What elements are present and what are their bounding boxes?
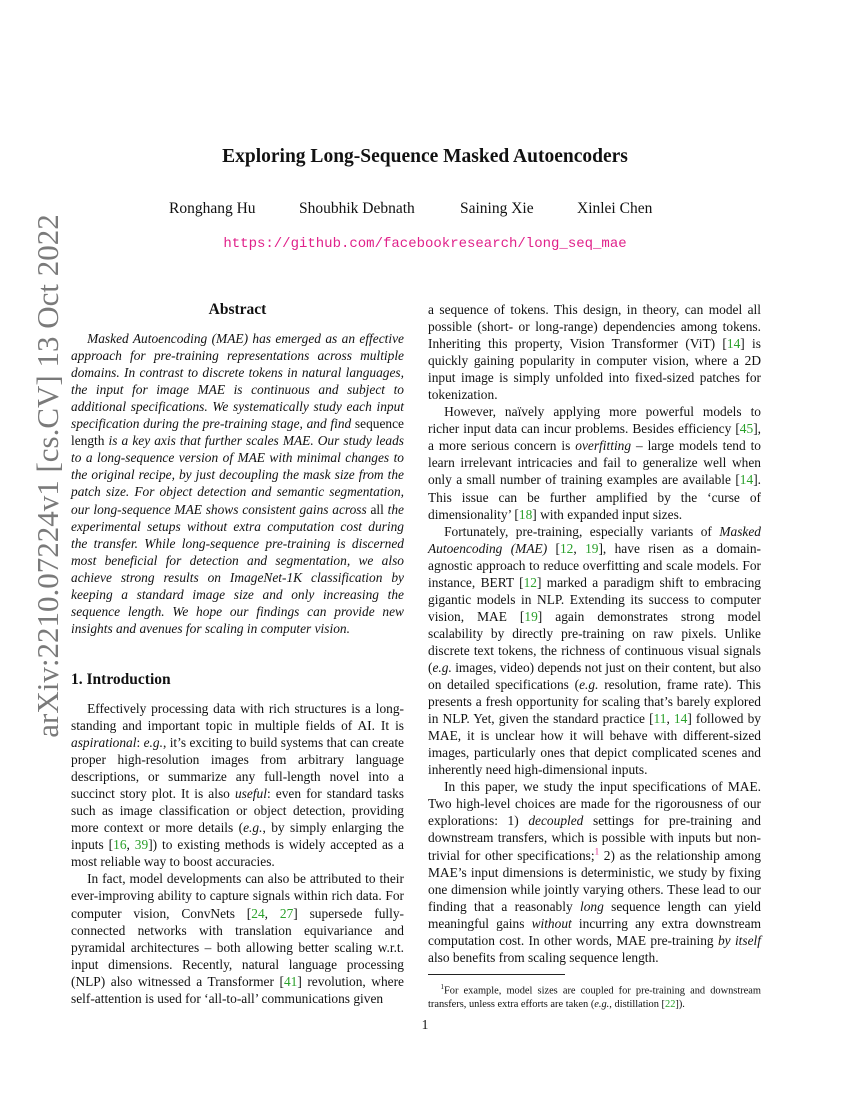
paragraph: However, naïvely applying more powerful models to richer input data can incur problems. Besides efficiency [45], a more serious concern is overfitting – large models tend to learn irrelevant intricacies and fail to generalize well when only a small number of training examples are available [14]. This issue can be further amplified by the ‘curse of dimensionality’ [18] with expanded input sizes.	[428, 404, 761, 522]
paragraph: a sequence of tokens. This design, in theory, can model all possible (short- or long-range) dependencies among tokens. Inheriting this property, Vision Transformer (ViT) [14] is quickly gaining popularity in computer vision, where a 2D input image is simply unfolded into fixed-sized patches for tokenization.	[428, 302, 761, 403]
repo-link[interactable]: https://github.com/facebookresearch/long_seq_mae	[223, 236, 627, 252]
section-heading: 1. Introduction	[71, 670, 171, 688]
paragraph: In fact, model developments can also be attributed to their ever-improving ability to capture signals within rich data. For computer vision, ConvNets [24, 27] supersede fully-connected networks with translation equivariance and pyramidal architectures – both allowing better scaling w.r.t. input dimensions. Recently, natural language processing (NLP) also witnessed a Transformer [41] revolution, where self-attention is used for ‘all-to-all’ communications given	[71, 871, 404, 1006]
footnote: $^1$For example, model sizes are coupled for pre-training and downstream transfers, unless extra efforts are taken (e.g., distillation [22]).	[428, 982, 761, 1010]
abstract-text: Masked Autoencoding (MAE) has emerged as an effective approach for pre-training representations across multiple domains. In contrast to discrete tokens in natural languages, the input for image MAE is continuous and subject to additional specifications. We systematically study each input specification during the pre-training stage, and find sequence length is a key axis that further scales MAE. Our study leads to a long-sequence version of MAE with minimal changes to the original recipe, by just decoupling the mask size from the patch size. For object detection and semantic segmentation, our long-sequence MAE shows consistent gains across all the experimental setups without extra computation cost during the transfer. While long-sequence pre-training is discerned most beneficial for detection and segmentation, we also achieve strong results on ImageNet-1K classification by keeping a standard image size and only increasing the sequence length. We hope our findings can provide new insights and avenues for scaling in computer vision.	[71, 331, 404, 636]
right-column	[428, 301, 761, 1011]
left-column	[71, 301, 404, 1007]
paragraph: In this paper, we study the input specifications of MAE. Two high-level choices are made for the rigorousness of our explorations: 1) decoupled settings for pre-training and downstream transfers, which is possible with inputs but non-trivial for other specifications;$^1$ 2) as the relationship among MAE’s input dimensions is deterministic, we study by fixing one dimension while jointly varying others. These lead to our finding that a reasonably long sequence length can yield meaningful gains without incurring any extra downstream computation cost. In other words, MAE pre-training by itself also benefits from scaling sequence length.	[428, 779, 761, 965]
author-name: Ronghang Hu	[169, 200, 256, 217]
author-name: Xinlei Chen	[577, 200, 653, 217]
arxiv-stamp: arXiv:2210.07224v1 [cs.CV] 13 Oct 2022	[30, 214, 65, 738]
author-name: Saining Xie	[460, 200, 534, 217]
footnote-rule	[428, 974, 565, 975]
paper-title: Exploring Long-Sequence Masked Autoencoders	[222, 146, 628, 167]
abstract-heading: Abstract	[208, 301, 267, 318]
paragraph: Fortunately, pre-training, especially variants of Masked Autoencoding (MAE) [12, 19], have risen as a domain-agnostic approach to reduce overfitting and scale models. For instance, BERT [12] marked a paradigm shift to embracing gigantic models in NLP. Extending its success to computer vision, MAE [19] again demonstrates strong model scalability by directly pre-training on raw pixels. Unlike discrete text tokens, the richness of continuous visual signals (e.g. images, video) depends not just on their content, but also on detailed specifications (e.g. resolution, frame rate). This presents a fresh opportunity for scaling that’s barely explored in NLP. Yet, given the standard practice [11, 14] followed by MAE, it is unclear how it will behave with different-sized images, particularly ones that depict complicated scenes and inherently need high-dimensional inputs.	[428, 523, 762, 778]
page-number: 1	[421, 1017, 429, 1032]
author-name: Shoubhik Debnath	[299, 200, 415, 217]
paragraph: Effectively processing data with rich structures is a long-standing and important topic in multiple fields of AI. It is aspirational: e.g., it’s exciting to build systems that can create proper high-resolution images from arbitrary language descriptions, or summarize any full-length novel into a succinct story plot. It is also useful: even for standard tasks such as image classification or object detection, providing more context or more details (e.g., by simply enlarging the inputs [16, 39]) to existing methods is widely accepted as a most reliable way to boost accuracies.	[71, 700, 405, 870]
